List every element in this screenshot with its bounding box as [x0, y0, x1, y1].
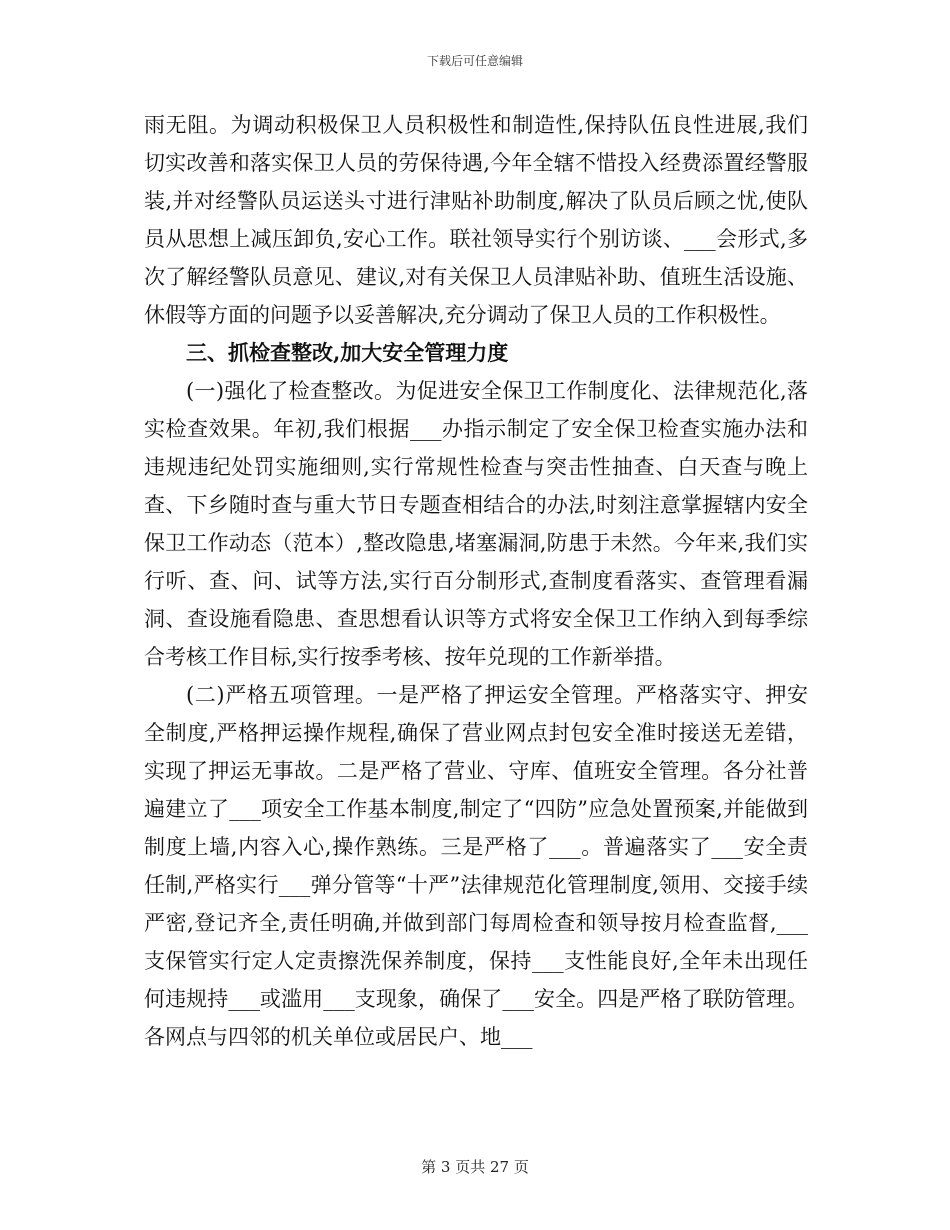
section-heading: 三、抓检查整改,加大安全管理力度 [186, 340, 509, 365]
page-number: 第 3 页共 27 页 [421, 1158, 529, 1176]
paragraph-3: (二)严格五项管理。一是严格了押运安全管理。严格落实守、押安全制度,严格押运操作规程,确保了营业网点封包安全准时接送无差错，实现了押运无事故。二是严格了营业、守库、值班安全管理。各分社普遍建立了___项安全工作基本制度,制定了“四防”应急处置预案,并能做到制度上墙,内容入心,操作熟练。三是严格了___。普遍落实了___安全责任制,严格实行___弹分管等“十严”法律规范化管理制度,领用、交接手续严密,登记齐全,责任明确,并做到部门每周检查和领导按月检查监督,___支保管实行定人定责擦洗保养制度，保持___支性能良好,全年未出现任何违规持___或滥用___支现象，确保了___安全。四是严格了联防管理。各网点与四邻的机关单位或居民户、地___ [144, 683, 808, 1049]
document-body [144, 106, 808, 1056]
paragraph-2: (一)强化了检查整改。为促进安全保卫工作制度化、法律规范化,落实检查效果。年初,我们根据___办指示制定了安全保卫检查实施办法和违规违纪处罚实施细则,实行常规性检查与突击性抽查、白天查与晚上查、下乡随时查与重大节日专题查相结合的办法,时刻注意掌握辖内安全保卫工作动态（范本）,整改隐患,堵塞漏洞,防患于未然。今年来,我们实行听、查、问、试等方法,实行百分制形式,查制度看落实、查管理看漏洞、查设施看隐患、查思想看认识等方式将安全保卫工作纳入到每季综合考核工作目标,实行按季考核、按年兑现的工作新举措。 [144, 379, 808, 669]
page-header: 下载后可任意编辑 [426, 54, 523, 68]
paragraph-1: 雨无阻。为调动积极保卫人员积极性和制造性,保持队伍良性进展,我们切实改善和落实保卫人员的劳保待遇,今年全辖不惜投入经费添置经警服装,并对经警队员运送头寸进行津贴补助制度,解决了队员后顾之忧,使队员从思想上减压卸负,安心工作。联社领导实行个别访谈、___会形式,多次了解经警队员意见、建议,对有关保卫人员津贴补助、值班生活设施、休假等方面的问题予以妥善解决,充分调动了保卫人员的工作积极性。 [144, 113, 808, 327]
